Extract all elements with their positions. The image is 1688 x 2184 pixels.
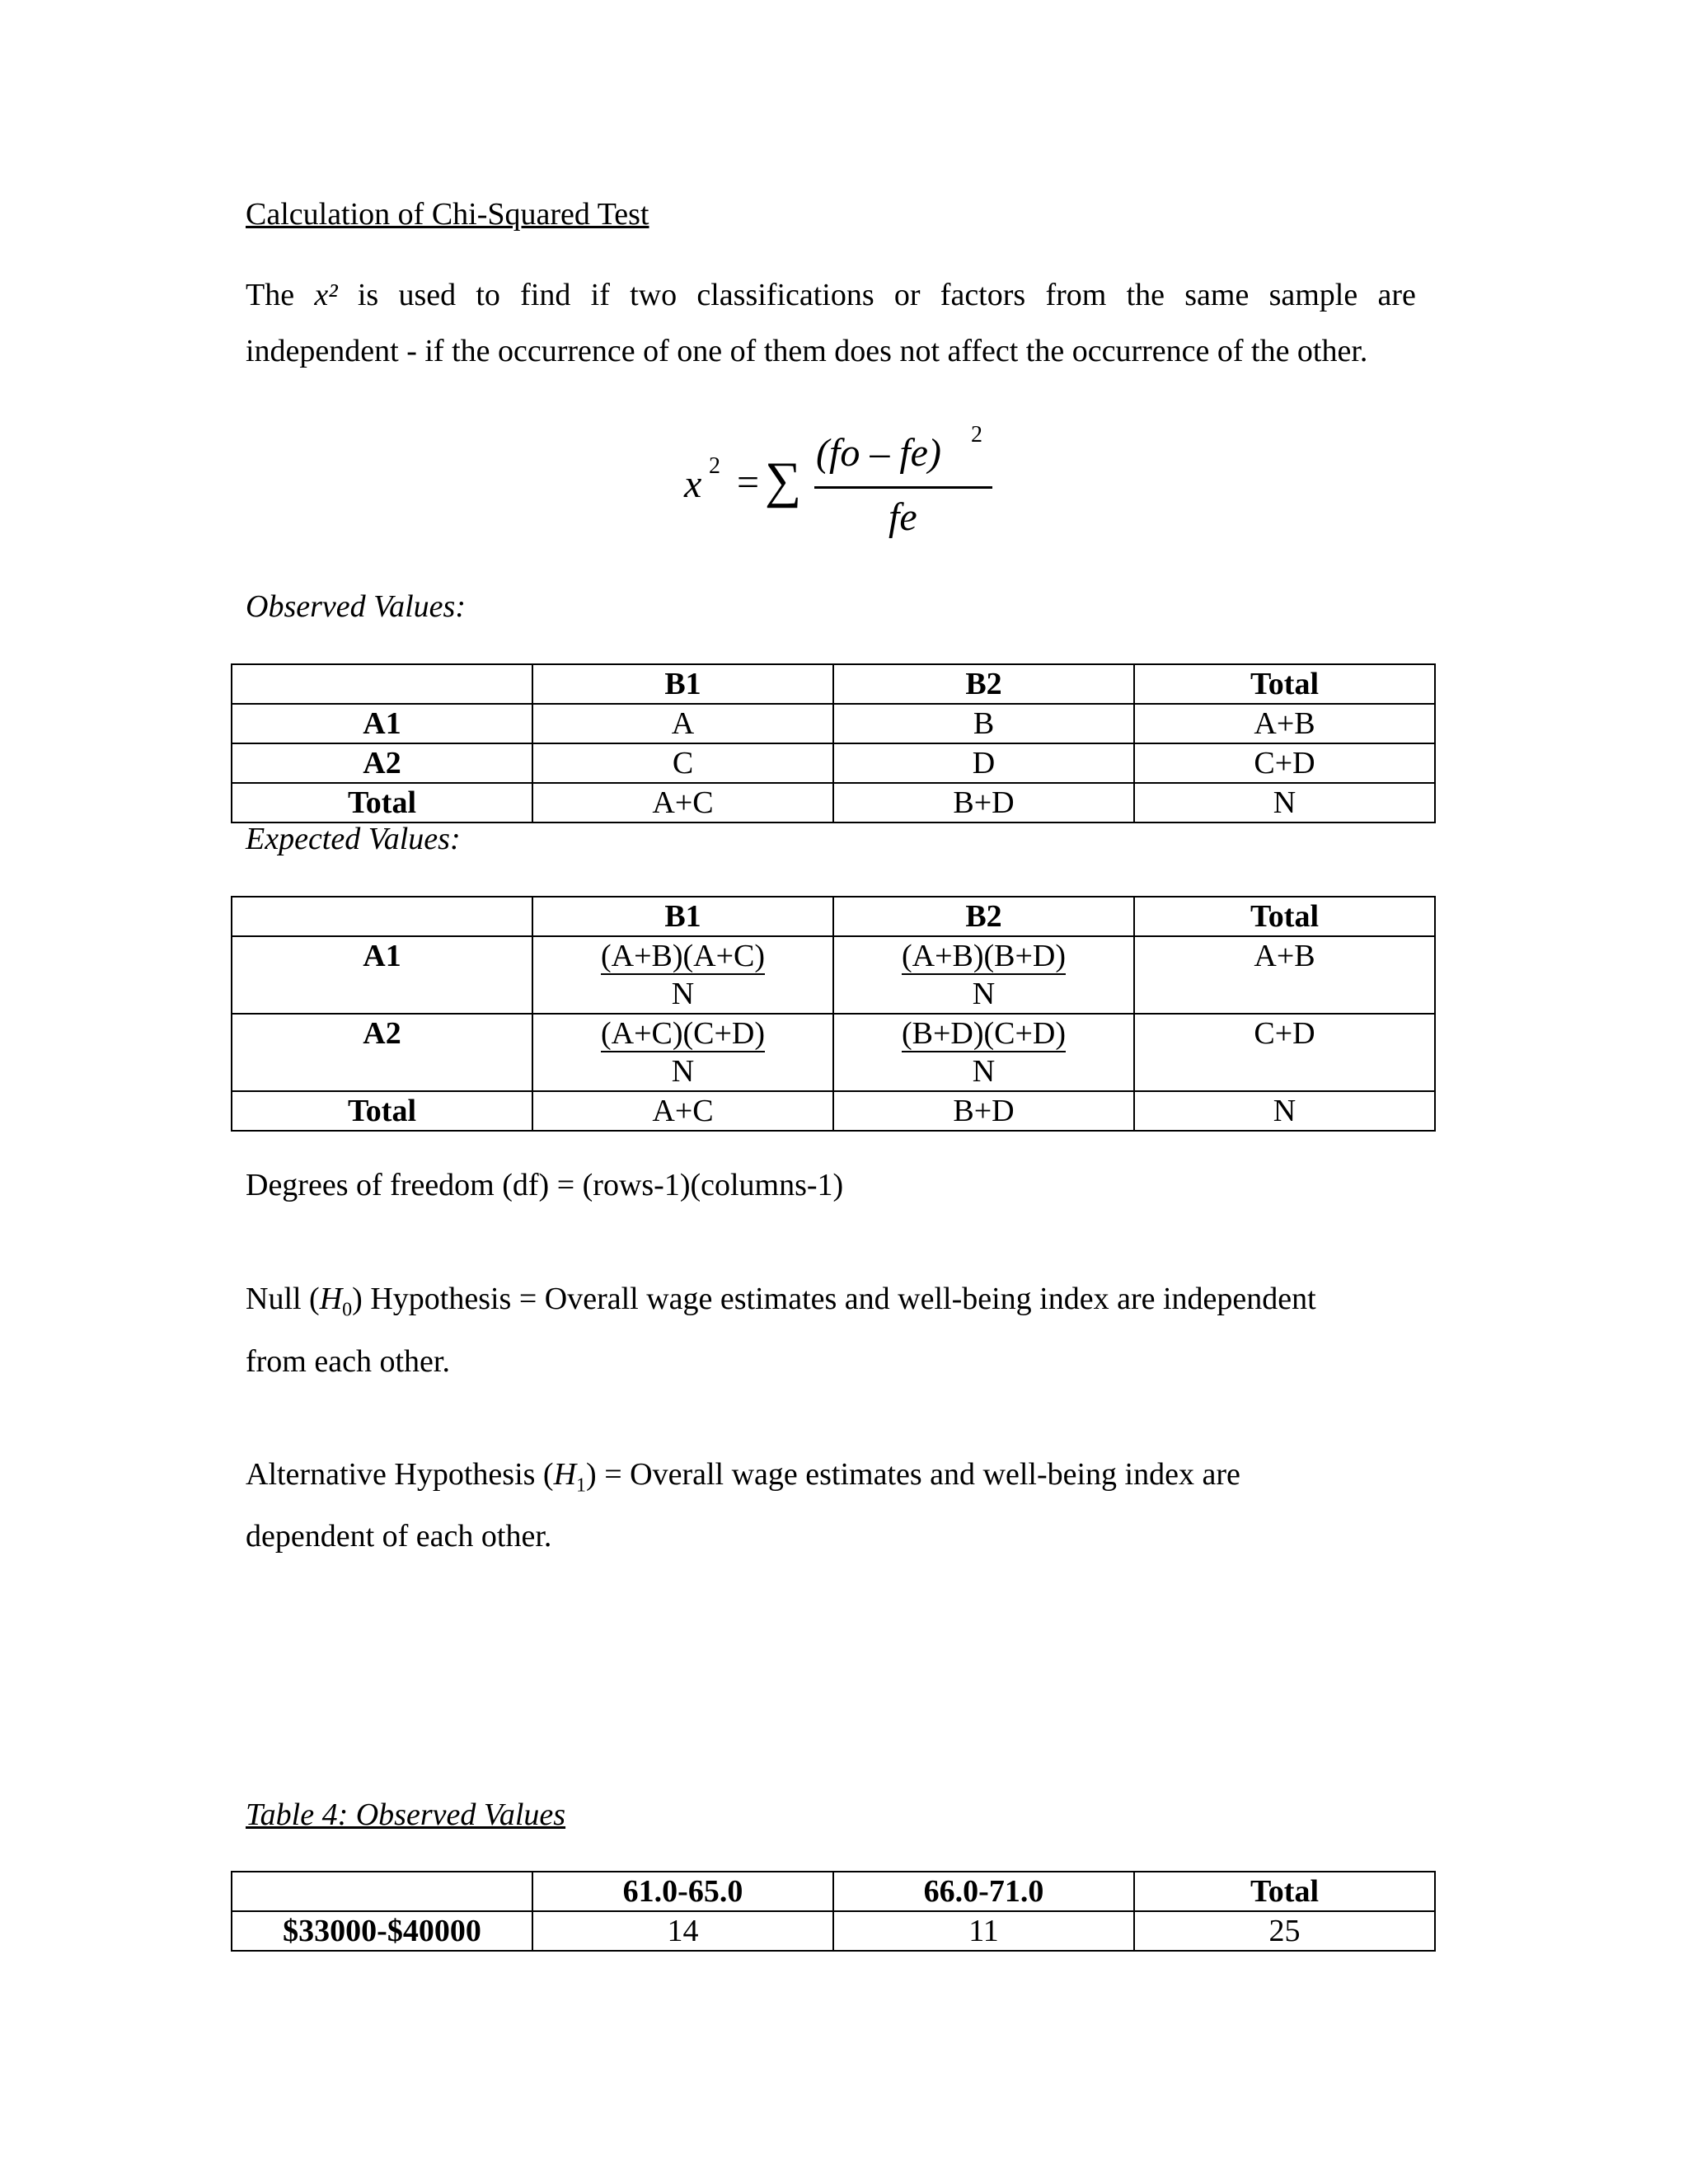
null-hypothesis-symbol: H	[319, 1282, 343, 1316]
table-cell: 11	[833, 1911, 1134, 1951]
table-cell: A+C	[532, 783, 833, 823]
intro-word: if	[590, 278, 610, 312]
table-header-row	[232, 897, 1435, 936]
fraction-numerator: (A+C)(C+D)	[600, 1016, 766, 1051]
table-row	[232, 936, 1435, 1014]
table-cell: Total	[1134, 1872, 1435, 1911]
table-cell: 25	[1134, 1911, 1435, 1951]
intro-word: used	[398, 278, 457, 312]
fraction-denominator: N	[972, 977, 996, 1011]
intro-word: same	[1184, 278, 1250, 312]
table-cell: A2	[232, 1014, 532, 1091]
intro-line-1	[246, 277, 1416, 313]
alt-hypothesis-line-2: dependent of each other.	[246, 1519, 552, 1554]
fraction-numerator: (A+B)(A+C)	[600, 939, 766, 973]
table-cell: 14	[532, 1911, 833, 1951]
table-cell: A2	[232, 743, 532, 783]
table-cell: B1	[532, 897, 833, 936]
table-cell: A	[532, 704, 833, 743]
alt-hypothesis-prefix: Alternative Hypothesis (	[246, 1457, 554, 1492]
table-4-caption: Table 4: Observed Values	[246, 1797, 566, 1832]
fraction-denominator: N	[671, 1054, 695, 1089]
table-cell: Total	[232, 1091, 532, 1131]
intro-word: or	[893, 278, 921, 312]
table-header-row	[232, 664, 1435, 704]
fraction-denominator: N	[671, 977, 695, 1011]
alt-hypothesis-line-1	[246, 1456, 1240, 1497]
table-cell: A1	[232, 704, 532, 743]
formula-lhs-exponent: 2	[709, 453, 720, 479]
table-cell	[232, 897, 532, 936]
intro-word: to	[476, 278, 500, 312]
table-cell: B1	[532, 664, 833, 704]
intro-word: is	[357, 278, 379, 312]
table-cell: B+D	[833, 783, 1134, 823]
table-cell-fraction	[532, 936, 833, 1014]
expected-values-label: Expected Values:	[246, 822, 461, 856]
intro-word: classifications	[696, 278, 874, 312]
table-cell: N	[1134, 783, 1435, 823]
null-hypothesis-text: ) Hypothesis = Overall wage estimates and well-being index are independent	[352, 1282, 1316, 1316]
table-cell: $33000-$40000	[232, 1911, 532, 1951]
table-row	[232, 783, 1435, 823]
table-row	[232, 704, 1435, 743]
table-cell: Total	[1134, 897, 1435, 936]
formula-denominator: fe	[889, 495, 917, 539]
intro-word: x²	[314, 278, 338, 312]
table-cell: Total	[1134, 664, 1435, 704]
intro-word: find	[520, 278, 571, 312]
intro-word: sample	[1268, 278, 1358, 312]
intro-word: factors	[940, 278, 1026, 312]
intro-word: two	[630, 278, 678, 312]
table-cell: A+C	[532, 1091, 833, 1131]
table-row	[232, 1014, 1435, 1091]
table-4-observed-values	[231, 1871, 1436, 1952]
null-hypothesis-line-2: from each other.	[246, 1344, 450, 1379]
fraction-numerator: (A+B)(B+D)	[901, 939, 1067, 973]
alt-hypothesis-text: ) = Overall wage estimates and well-being index are	[586, 1457, 1240, 1492]
table-row	[232, 1091, 1435, 1131]
formula-numerator-exponent: 2	[971, 422, 982, 448]
observed-values-table	[231, 663, 1436, 823]
table-cell: Total	[232, 783, 532, 823]
table-cell-fraction	[532, 1014, 833, 1091]
alt-hypothesis-subscript: 1	[576, 1474, 587, 1497]
null-hypothesis-line-1	[246, 1281, 1316, 1322]
alt-hypothesis-symbol: H	[553, 1457, 577, 1492]
table-row	[232, 743, 1435, 783]
formula-lhs-var: x	[684, 462, 702, 506]
intro-word: are	[1377, 278, 1416, 312]
observed-values-label: Observed Values:	[246, 589, 466, 624]
fraction-denominator: N	[972, 1054, 996, 1089]
formula-numerator: (fo – fe)	[816, 431, 941, 475]
table-cell: D	[833, 743, 1134, 783]
null-hypothesis-subscript: 0	[342, 1299, 353, 1321]
table-cell: C+D	[1134, 1014, 1435, 1091]
fraction-bar	[814, 486, 992, 489]
table-cell-fraction	[833, 936, 1134, 1014]
table-cell: A+B	[1134, 704, 1435, 743]
table-header-row	[232, 1872, 1435, 1911]
table-cell: 61.0-65.0	[532, 1872, 833, 1911]
table-cell	[232, 1872, 532, 1911]
table-cell: C	[532, 743, 833, 783]
table-cell: B2	[833, 897, 1134, 936]
table-cell: A1	[232, 936, 532, 1014]
fraction-numerator: (B+D)(C+D)	[901, 1016, 1067, 1051]
table-cell	[232, 664, 532, 704]
table-cell: N	[1134, 1091, 1435, 1131]
intro-word: from	[1045, 278, 1107, 312]
null-hypothesis-prefix: Null (	[246, 1282, 320, 1316]
intro-word: the	[1126, 278, 1165, 312]
expected-values-table	[231, 896, 1436, 1132]
formula-equals: =	[737, 461, 760, 504]
intro-word: The	[246, 278, 295, 312]
table-cell: B	[833, 704, 1134, 743]
degrees-of-freedom: Degrees of freedom (df) = (rows-1)(columns-1)	[246, 1168, 844, 1202]
page-title: Calculation of Chi-Squared Test	[246, 197, 649, 232]
table-cell-fraction	[833, 1014, 1134, 1091]
sigma-icon: ∑	[765, 452, 802, 509]
table-cell: B+D	[833, 1091, 1134, 1131]
table-cell: C+D	[1134, 743, 1435, 783]
chi-squared-formula	[676, 420, 1006, 560]
table-cell: A+B	[1134, 936, 1435, 1014]
table-cell: 66.0-71.0	[833, 1872, 1134, 1911]
intro-line-2: independent - if the occurrence of one of them does not affect the occurrence of the other.	[246, 334, 1368, 368]
table-row	[232, 1911, 1435, 1951]
table-cell: B2	[833, 664, 1134, 704]
